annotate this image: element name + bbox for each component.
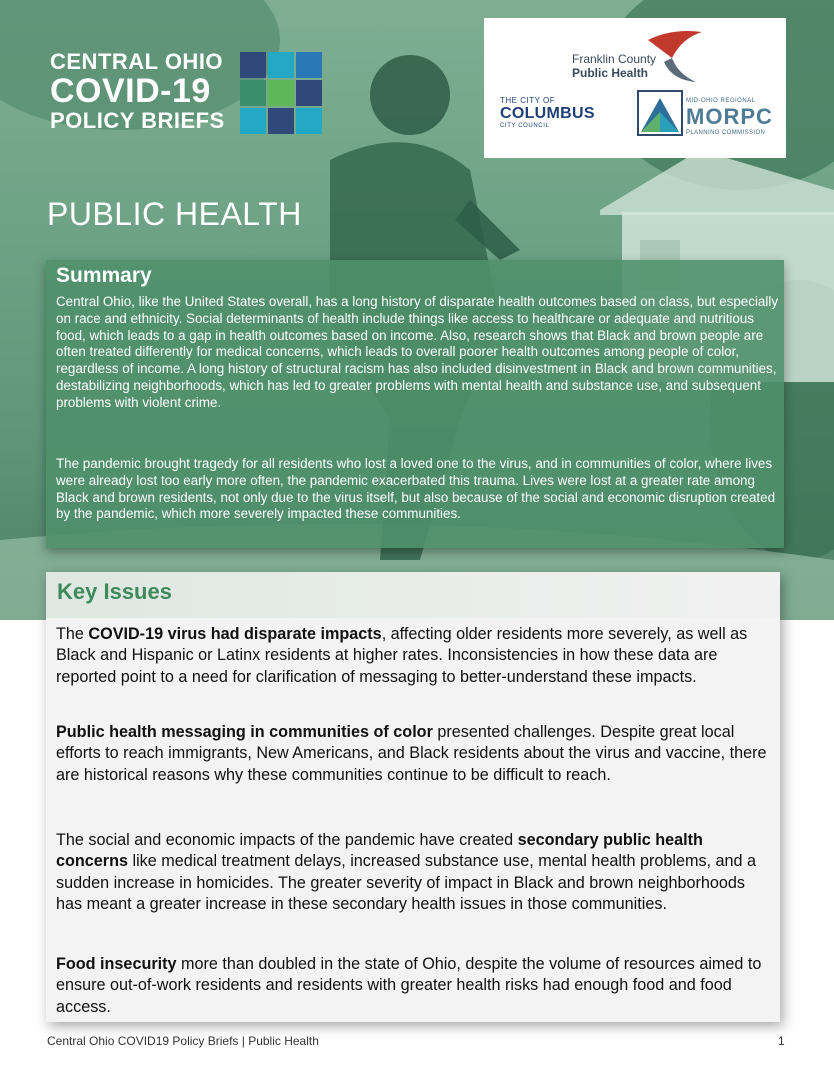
key-issues-heading: Key Issues bbox=[57, 579, 172, 604]
key-issue-2: Public health messaging in communities of color presented challenges. Despite great local efforts to reach immigrants, New Americans, and Black residents about the virus and vaccine, there are historical reasons why these communities continue to be difficult to reach. bbox=[56, 723, 767, 784]
grid-tile bbox=[240, 108, 266, 134]
summary-paragraph-2: The pandemic brought tragedy for all residents who lost a loved one to the virus, and in communities of color, where lives were already lost too early more often, the pandemic exacerbated this trauma. Lives were lost at a greater rate among Black and brown residents, not only due to the virus itself, but also because of the social and economic disruption created by the pandemic, which more severely impacted these communities. bbox=[56, 456, 776, 522]
summary-box bbox=[46, 260, 784, 548]
grid-tile bbox=[296, 80, 322, 106]
franklin-line-1: Franklin County bbox=[572, 52, 657, 66]
brand-line-1: CENTRAL OHIO bbox=[50, 49, 224, 74]
key-issues-box bbox=[46, 572, 780, 1022]
columbus-line-3: CITY COUNCIL bbox=[500, 123, 550, 129]
grid-tile bbox=[268, 80, 294, 106]
brand-grid-logo bbox=[240, 52, 322, 134]
key-issue-3: The social and economic impacts of the pandemic have created secondary public health concerns like medical treatment delays, increased substance use, mental health problems, and a sudden increase in homicides. The greater severity of impact in Black and brown neighborhoods has meant a greater increase in these secondary health issues in those communities. bbox=[56, 831, 757, 914]
page-footer: Central Ohio COVID19 Policy Briefs | Public Health bbox=[47, 1034, 319, 1048]
summary-paragraph-1: Central Ohio, like the United States overall, has a long history of disparate health outcomes based on class, but especially on race and ethnicity. Social determinants of health include things like access to healthcare or adequate and nutritious food, which leads to a gap in health outcomes based on income. Also, research shows that Black and brown people are often treated differently for medical concerns, which leads to overall poorer health outcomes among people of color, regardless of income. A long history of structural racism has also included disinvestment in Black and brown communities, destabilizing neighborhoods, which has led to greater problems with mental health and substance use, and subsequent problems with violent crime. bbox=[56, 294, 779, 410]
summary-heading: Summary bbox=[56, 264, 152, 287]
morpc-logo bbox=[686, 98, 773, 136]
grid-tile bbox=[296, 52, 322, 78]
franklin-line-2: Public Health bbox=[572, 66, 649, 80]
columbus-line-2: COLUMBUS bbox=[500, 105, 595, 122]
morpc-line-2: MORPC bbox=[686, 104, 773, 129]
columbus-line-1: THE CITY OF bbox=[500, 96, 556, 105]
morpc-line-3: PLANNING COMMISSION bbox=[686, 130, 766, 136]
grid-tile bbox=[240, 52, 266, 78]
grid-tile bbox=[268, 52, 294, 78]
morpc-line-1: MID-OHIO REGIONAL bbox=[686, 98, 756, 104]
page-number: 1 bbox=[778, 1034, 785, 1048]
morpc-logo-icon bbox=[637, 90, 683, 136]
grid-tile bbox=[268, 108, 294, 134]
grid-tile bbox=[296, 108, 322, 134]
grid-tile bbox=[240, 80, 266, 106]
partner-logos-box bbox=[484, 18, 786, 158]
page-title: PUBLIC HEALTH bbox=[47, 196, 302, 232]
columbus-logo bbox=[500, 96, 595, 129]
brand-title bbox=[50, 50, 225, 134]
brand-line-2: COVID-19 bbox=[50, 72, 211, 110]
franklin-county-logo bbox=[572, 52, 656, 80]
key-issue-1: The COVID-19 virus had disparate impacts, affecting older residents more severely, as well as Black and Hispanic or Latinx residents at higher rates. Inconsistencies in how these data are reported point to a need for clarification of messaging to better-understand these impacts. bbox=[56, 625, 748, 686]
key-issue-4: Food insecurity more than doubled in the state of Ohio, despite the volume of resources aimed to ensure out-of-work residents and residents with greater health risks had enough food and food access. bbox=[56, 955, 762, 1016]
brand-line-3: POLICY BRIEFS bbox=[50, 108, 225, 133]
